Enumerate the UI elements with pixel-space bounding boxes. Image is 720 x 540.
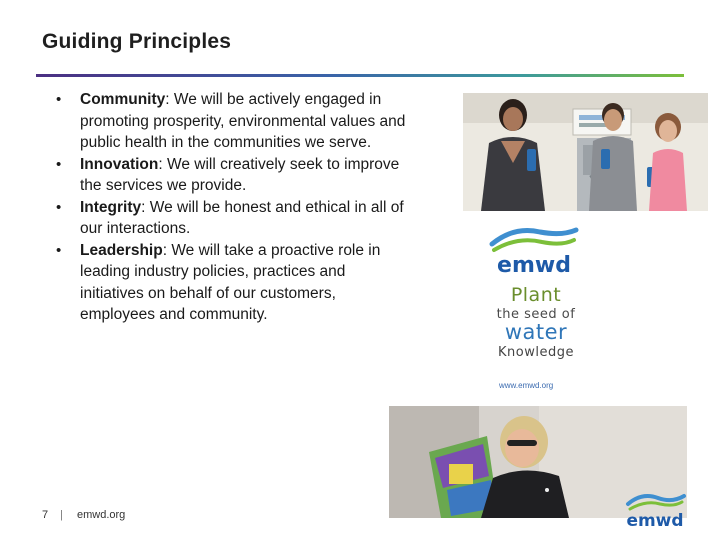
- list-item: [54, 197, 412, 240]
- poster-logo-text: emwd: [497, 253, 571, 278]
- footer-website: emwd.org: [77, 509, 126, 521]
- principle-term: Integrity: [80, 198, 142, 216]
- poster-seed-text: the seed of: [496, 307, 576, 322]
- principle-term: Community: [80, 91, 166, 108]
- poster-knowledge-text: Knowledge: [498, 345, 574, 360]
- bullet-dot: •: [56, 91, 62, 108]
- principle-text: : We will creatively seek to improve the services we provide.: [80, 155, 400, 194]
- emwd-poster-logo-icon: [484, 224, 584, 278]
- footer-logo-text: emwd: [626, 511, 684, 530]
- principle-text: : We will be actively engaged in promoting prosperity, environmental values and public health in the communities we serve.: [80, 91, 406, 151]
- poster-url: www.emwd.org: [499, 381, 554, 390]
- page-number: 7: [42, 509, 49, 521]
- principle-term: Leadership: [80, 241, 163, 259]
- bullet-dot: •: [56, 155, 62, 173]
- bullet-dot: •: [56, 241, 62, 259]
- emwd-footer-logo-icon: [620, 490, 690, 530]
- poster-water-text: water: [504, 320, 568, 344]
- title-divider: [36, 74, 684, 77]
- bullet-dot: •: [56, 198, 62, 216]
- principle-term: Innovation: [80, 155, 159, 173]
- poster-plant-text: Plant: [510, 284, 562, 306]
- list-item: [54, 154, 412, 197]
- list-item: [54, 89, 412, 154]
- slide-title: Guiding Principles: [42, 30, 232, 53]
- photo-filling-station: [463, 93, 708, 211]
- principle-text: : We will take a proactive role in leading industry policies, practices and initiatives on behalf of our customers, employees and community.: [80, 241, 381, 323]
- list-item: [54, 240, 412, 326]
- principles-list: [54, 89, 412, 326]
- footer-separator: |: [60, 509, 63, 521]
- principle-text: : We will be honest and ethical in all of our interactions.: [80, 198, 404, 237]
